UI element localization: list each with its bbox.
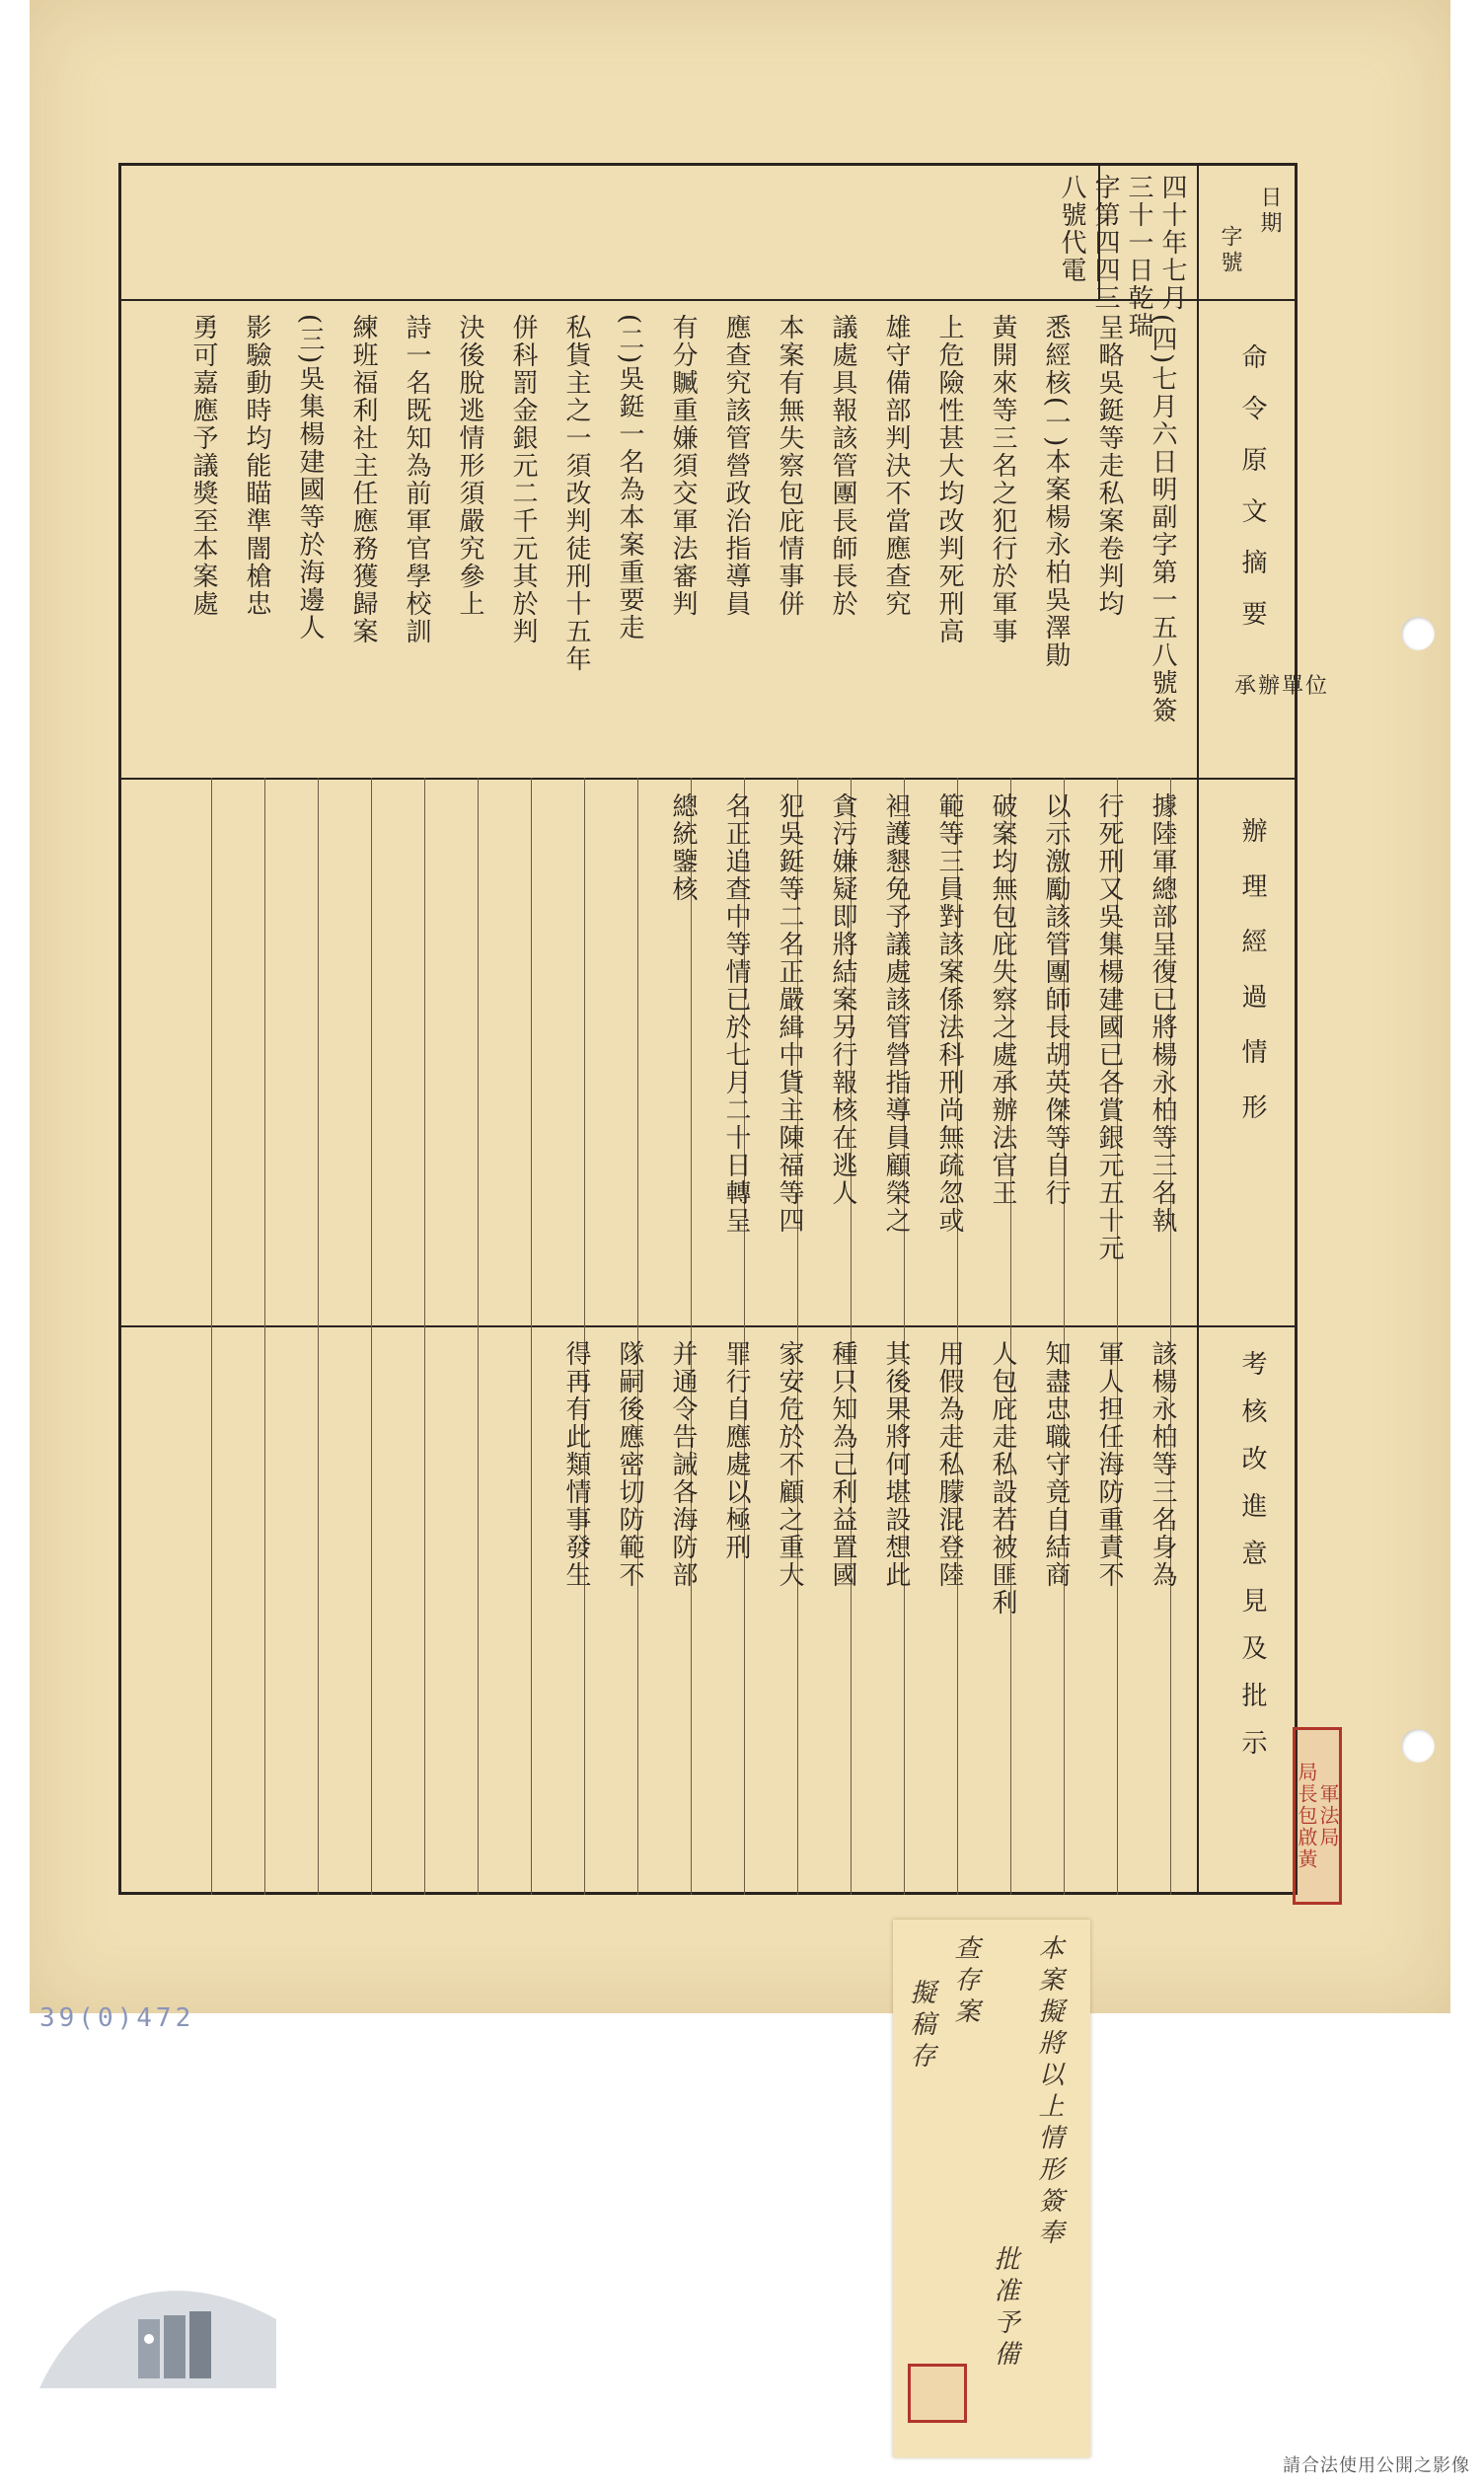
process-line-1: 據陸軍總部呈復已將楊永柏等三名執 [1148, 792, 1177, 1235]
review-line-4: 人包庇走私設若被匪利 [988, 1340, 1017, 1617]
summary-line-8: 本案有無失察包庇情事併 [775, 314, 804, 618]
review-rule-16 [371, 1325, 372, 1895]
summary-line-5: 上危險性甚大均改判死刑高 [934, 314, 964, 645]
process-line-8: 犯吳鋌等二名正嚴緝中貨主陳福等四 [775, 792, 804, 1235]
review-line-10: 并通令告誡各海防部 [668, 1340, 698, 1589]
process-rule-15 [424, 778, 425, 1325]
process-rule-13 [531, 778, 532, 1325]
process-line-7: 貪污嫌疑即將結案另行報核在逃人 [828, 792, 857, 1207]
process-line-6: 袒護懇免予議處該管營指導員顧榮之 [881, 792, 911, 1235]
summary-line-4: 黃開來等三名之犯行於軍事 [988, 314, 1017, 645]
header-column-line [1197, 166, 1199, 1892]
punch-hole-top [1401, 617, 1435, 650]
header-unit: 承辦單位 [1234, 674, 1330, 699]
header-serial: 字號 [1218, 225, 1242, 276]
process-rule-18 [264, 778, 265, 1325]
process-rule-12 [584, 778, 585, 1325]
summary-line-13: 併科罰金銀元二千元其於判 [508, 314, 538, 645]
process-line-3: 以示激勵該管團師長胡英傑等自行 [1041, 792, 1071, 1207]
date-line-1: 四十年七月 [1157, 174, 1187, 312]
review-rule-14 [478, 1325, 479, 1895]
review-line-5: 用假為走私朦混登陸 [934, 1340, 964, 1589]
summary-line-15: 詩一名既知為前軍官學校訓 [402, 314, 431, 645]
review-line-2: 軍人担任海防重責不 [1094, 1340, 1124, 1589]
review-line-8: 家安危於不顧之重大 [775, 1340, 804, 1589]
review-rule-19 [211, 1325, 212, 1895]
process-line-2: 行死刑又吳集楊建國已各賞銀元五十元 [1094, 792, 1124, 1262]
review-line-9: 罪行自應處以極刑 [721, 1340, 751, 1561]
divider-summary-process [121, 778, 1295, 780]
header-date: 日期 [1257, 186, 1282, 237]
review-rule-15 [424, 1325, 425, 1895]
summary-line-17: (三)吳集楊建國等於海邊人 [295, 314, 325, 642]
review-line-1: 該楊永柏等三名身為 [1148, 1340, 1177, 1589]
slip-line-2: 批准予備 [990, 2245, 1019, 2372]
date-line-3: 字第四四三 [1090, 174, 1120, 312]
header-review: 考核改進意見及批示 [1237, 1350, 1267, 1776]
review-rule-17 [318, 1325, 319, 1895]
summary-line-1: (四)七月六日明副字第一五八號簽 [1148, 314, 1177, 725]
summary-line-7: 議處具報該管團長師長於 [828, 314, 857, 618]
usage-notice: 請合法使用公開之影像 [1283, 2455, 1470, 2476]
date-line-2: 三十一日乾瑞 [1124, 174, 1153, 339]
summary-line-16: 練班福利社主任應務獲歸案 [348, 314, 378, 645]
process-rule-14 [478, 778, 479, 1325]
process-rule-16 [371, 778, 372, 1325]
slip-line-4: 擬稿存 [906, 1979, 935, 2073]
process-line-5: 範等三員對該案係法科刑尚無疏忽或 [934, 792, 964, 1235]
summary-line-10: 有分贓重嫌須交軍法審判 [668, 314, 698, 618]
slip-seal-stamp [908, 2364, 967, 2423]
review-line-6: 其後果將何堪設想此 [881, 1340, 911, 1589]
divider-process-review [121, 1325, 1295, 1327]
review-line-11: 隊嗣後應密切防範不 [615, 1340, 644, 1589]
process-rule-19 [211, 778, 212, 1325]
seal-line-1: 軍法局 [1316, 1783, 1340, 1848]
summary-line-2: 呈略吳鋌等走私案卷判均 [1094, 314, 1124, 618]
date-line-4: 八號代電 [1057, 174, 1086, 284]
header-summary: 命令原文摘要 [1237, 343, 1267, 651]
process-line-9: 名正追查中等情已於七月二十日轉呈 [721, 792, 751, 1235]
review-rule-18 [264, 1325, 265, 1895]
summary-line-11: (二)吳鋌一名為本案重要走 [615, 314, 644, 642]
review-line-3: 知盡忠職守竟自結商 [1041, 1340, 1071, 1589]
process-line-10: 總統鑒核 [668, 792, 698, 903]
summary-line-6: 雄守備部判決不當應查究 [881, 314, 911, 618]
review-rule-13 [531, 1325, 532, 1895]
summary-line-9: 應查究該管營政治指導員 [721, 314, 751, 618]
summary-line-12: 私貨主之一須改判徒刑十五年 [561, 314, 591, 673]
review-line-7: 種只知為己利益置國 [828, 1340, 857, 1589]
header-process: 辦理經過情形 [1237, 817, 1267, 1149]
summary-line-14: 決後脫逃情形須嚴究參上 [455, 314, 484, 618]
review-line-12: 得再有此類情事發生 [561, 1340, 591, 1589]
seal-line-2: 局長包啟黃 [1295, 1762, 1318, 1870]
bureau-chief-seal [1293, 1727, 1342, 1905]
punch-hole-bottom [1401, 1729, 1435, 1763]
process-line-4: 破案均無包庇失察之處承辦法官王 [988, 792, 1017, 1207]
process-rule-17 [318, 778, 319, 1325]
slip-line-3: 查存案 [950, 1934, 980, 2029]
process-rule-11 [637, 778, 638, 1325]
slip-line-1: 本案擬將以上情形簽奉 [1034, 1934, 1064, 2250]
archive-logo-icon [30, 2260, 286, 2398]
summary-line-3: 悉經核(一)本案楊永柏吳澤勛 [1041, 314, 1071, 670]
summary-line-18: 影驗動時均能瞄準闇槍忠 [242, 314, 271, 618]
summary-line-19: 勇可嘉應予議獎至本案處 [188, 314, 218, 618]
pencil-annotation: 39(0)472 [39, 2003, 195, 2033]
